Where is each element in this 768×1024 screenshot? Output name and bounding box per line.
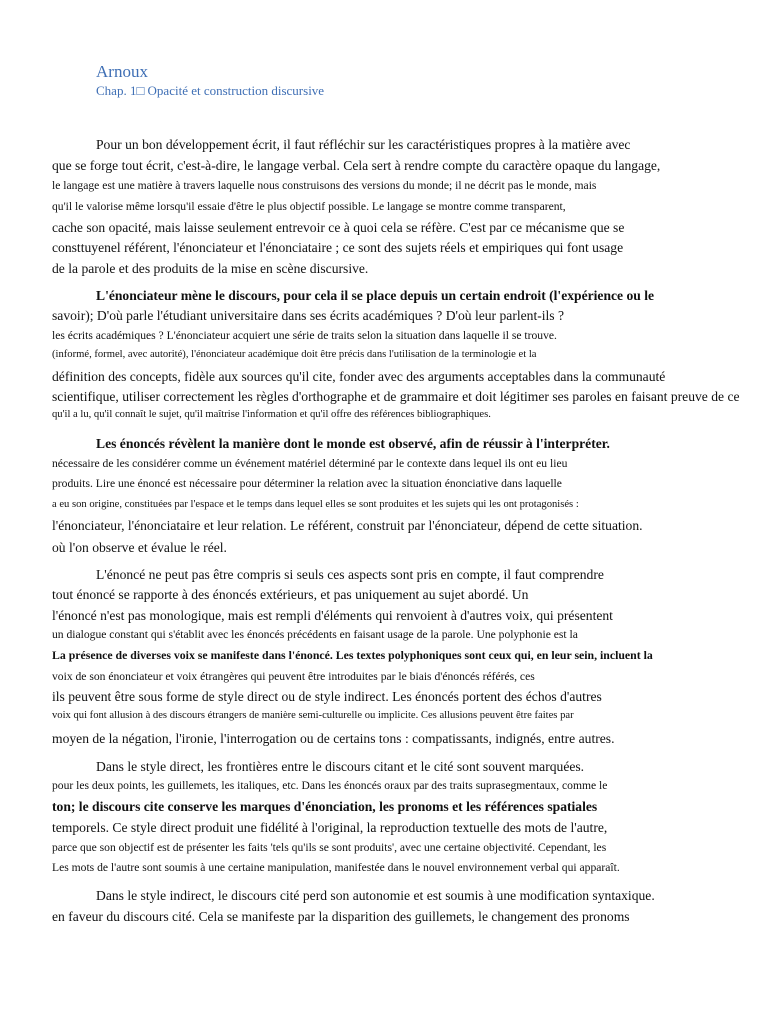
text-line: scientifique, utiliser correctement les règles d'orthographe et de grammaire et doit légitimer ses paroles en faisant preuve de ce bbox=[52, 389, 740, 404]
text-line: savoir); D'où parle l'étudiant universitaire dans ses écrits académiques ? D'où leur parlent-ils ? bbox=[52, 308, 565, 323]
text-line: l'énonciateur, l'énonciataire et leur relation. Le référent, construit par l'énonciateur, dépend de cette situation. bbox=[52, 518, 643, 533]
text-line: en faveur du discours cité. Cela se manifeste par la disparition des guillemets, le changement des pronoms bbox=[52, 909, 630, 924]
text-line: où l'on observe et évalue le réel. bbox=[52, 540, 227, 555]
text-line: Les énoncés révèlent la manière dont le monde est observé, afin de réussir à l'interpréter. bbox=[96, 436, 610, 451]
text-line: consttuyenel référent, l'énonciateur et l'énonciataire ; ce sont des sujets réels et empiriques qui font usage bbox=[52, 240, 624, 255]
text-line: nécessaire de les considérer comme un événement matériel déterminé par le contexte dans lequel ils ont eu lieu bbox=[52, 457, 568, 470]
text-line: le langage est une matière à travers laquelle nous construisons des versions du monde; il ne décrit pas le monde, mais bbox=[52, 179, 597, 192]
text-line: voix qui font allusion à des discours étrangers de manière semi-culturelle ou implicite. Ces allusions peuvent être faites par bbox=[52, 710, 574, 721]
text-line: de la parole et des produits de la mise en scène discursive. bbox=[52, 261, 369, 276]
text-line: La présence de diverses voix se manifeste dans l'énoncé. Les textes polyphoniques sont ceux qui, en leur sein, incluent la bbox=[52, 648, 653, 662]
text-line: un dialogue constant qui s'établit avec les énoncés précédents en faisant usage de la parole. Une polyphonie est la bbox=[52, 628, 578, 641]
text-line: pour les deux points, les guillemets, les italiques, etc. Dans les énoncés oraux par des traits suprasegmentaux, comme le bbox=[52, 779, 608, 792]
header-chapter: Chap. 1□ Opacité et construction discursive bbox=[96, 83, 325, 98]
text-line: l'énoncé n'est pas monologique, mais est rempli d'éléments qui renvoient à d'autres voix, qui présentent bbox=[52, 608, 613, 623]
text-line: les écrits académiques ? L'énonciateur acquiert une série de traits selon la situation dans laquelle il se trouve. bbox=[52, 329, 557, 342]
text-line: produits. Lire une énoncé est nécessaire pour déterminer la relation avec la situation énonciative dans laquelle bbox=[52, 477, 562, 490]
text-line: que se forge tout écrit, c'est-à-dire, le langage verbal. Cela sert à rendre compte du caractère opaque du langage, bbox=[52, 158, 661, 173]
text-line: cache son opacité, mais laisse seulement entrevoir ce à quoi cela se réfère. C'est par ce mécanisme que se bbox=[52, 220, 625, 235]
text-line: ton; le discours cite conserve les marques d'énonciation, les pronoms et les références spatiales bbox=[52, 799, 598, 814]
text-line: (informé, formel, avec autorité), l'énonciateur académique doit être précis dans l'utilisation de la terminologie et la bbox=[52, 349, 537, 360]
text-line: ils peuvent être sous forme de style direct ou de style indirect. Les énoncés portent des échos d'autres bbox=[52, 689, 602, 704]
text-line: L'énoncé ne peut pas être compris si seuls ces aspects sont pris en compte, il faut comprendre bbox=[96, 567, 604, 582]
text-line: définition des concepts, fidèle aux sources qu'il cite, fonder avec des arguments acceptables dans la communauté bbox=[52, 369, 666, 384]
text-line: L'énonciateur mène le discours, pour cela il se place depuis un certain endroit (l'expérience ou le bbox=[96, 288, 655, 303]
text-line: Dans le style indirect, le discours cité perd son autonomie et est soumis à une modification syntaxique. bbox=[96, 888, 655, 903]
text-line: tout énoncé se rapporte à des énoncés extérieurs, et pas uniquement au sujet abordé. Un bbox=[52, 587, 529, 602]
text-line: a eu son origine, constituées par l'espace et le temps dans lequel elles se sont produites et les sujets qui les ont protagonisés : bbox=[52, 499, 579, 510]
text-line: moyen de la négation, l'ironie, l'interrogation ou de certains tons : compatissants, indignés, entre autres. bbox=[52, 731, 615, 746]
header-author: Arnoux bbox=[96, 62, 148, 81]
text-line: qu'il a lu, qu'il connaît le sujet, qu'il maîtrise l'information et qu'il offre des références bibliographiques. bbox=[52, 409, 491, 420]
text-line: Dans le style direct, les frontières entre le discours citant et le cité sont souvent marquées. bbox=[96, 759, 585, 774]
text-line: temporels. Ce style direct produit une fidélité à l'original, la reproduction textuelle des mots de l'autre, bbox=[52, 820, 608, 835]
text-line: qu'il le valorise même lorsqu'il essaie d'être le plus objectif possible. Le langage se montre comme transparent, bbox=[52, 200, 566, 213]
text-line: voix de son énonciateur et voix étrangères qui peuvent être introduites par le biais d'énoncés référés, ces bbox=[52, 670, 535, 683]
text-line: Les mots de l'autre sont soumis à une certaine manipulation, manifestée dans le nouvel environnement verbal qui apparaît. bbox=[52, 861, 620, 874]
text-line: Pour un bon développement écrit, il faut réfléchir sur les caractéristiques propres à la matière avec bbox=[96, 137, 631, 152]
text-line: parce que son objectif est de présenter les faits 'tels qu'ils se sont produits', avec une certaine objectivité. Cependant, les bbox=[52, 841, 607, 854]
